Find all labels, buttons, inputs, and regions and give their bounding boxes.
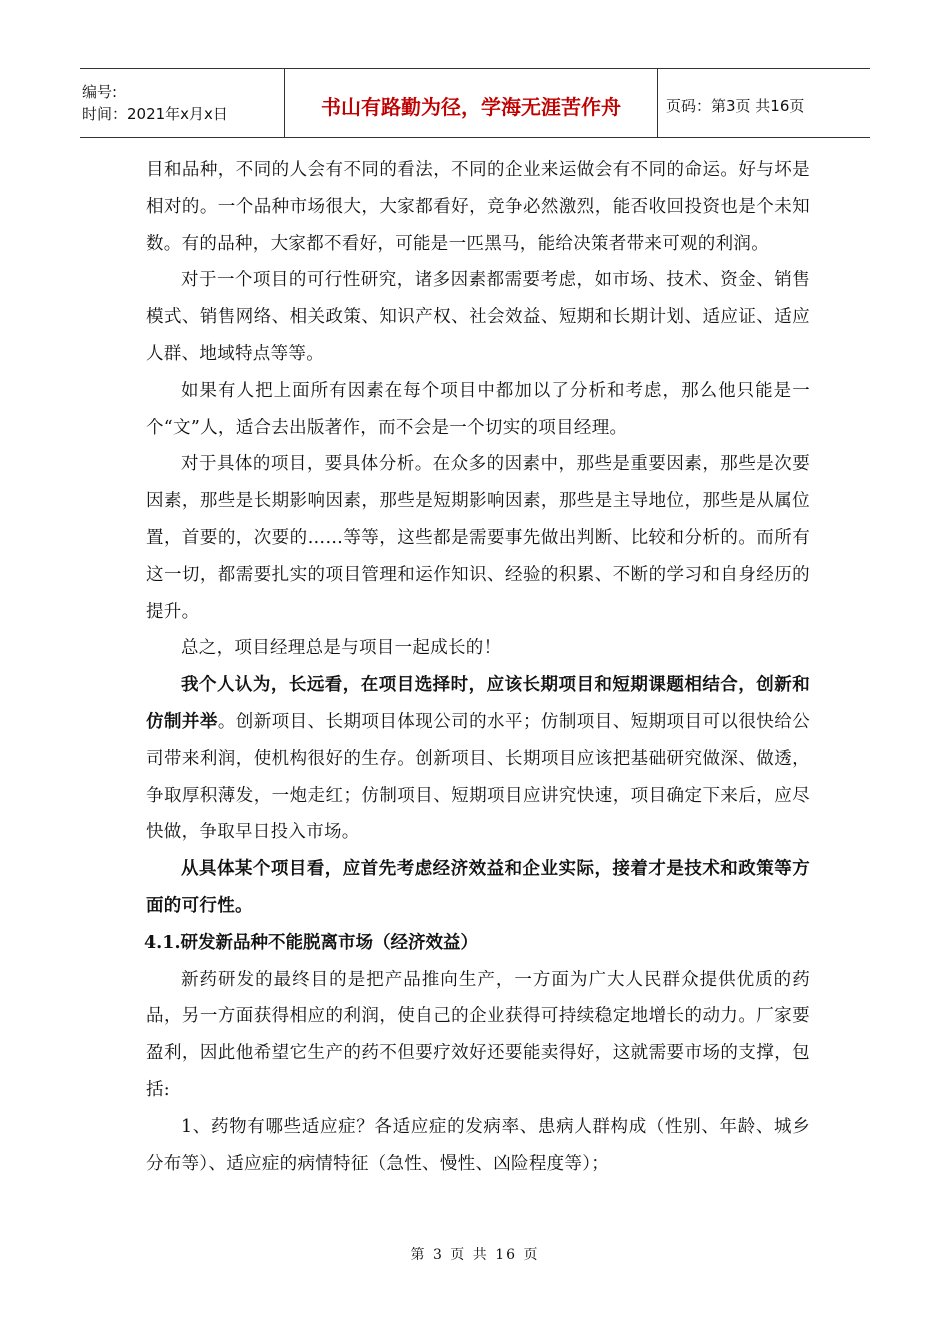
header-page-info (658, 69, 870, 137)
header-motto (285, 69, 658, 137)
bold-statement: 我个人认为，长远看，在项目选择时，应该长期项目和短期课题相结合，创新和仿制并举 (146, 675, 810, 732)
page-info-text: 页码：第3页 共16页 (666, 96, 805, 115)
paragraph: 对于具体的项目，要具体分析。在众多的因素中，那些是重要因素，那些是次要因素，那些是长期影响因素，那些是短期影响因素，那些是主导地位，那些是从属位置，首要的，次要的……等等，这些都是需要事先做出判断、比较和分析的。而所有这一切，都需要扎实的项目管理和运作知识、经验的积累、不断的学习和自身经历的提升。 (146, 454, 810, 622)
paragraph: 1、药物有哪些适应症？各适应症的发病率、患病人群构成（性别、年龄、城乡分布等）、适应症的病情特征（急性、慢性、凶险程度等）； (146, 1116, 810, 1174)
paragraph: 总之，项目经理总是与项目一起成长的！ (181, 638, 502, 659)
paragraph-bold: 从具体某个项目看，应首先考虑经济效益和企业实际，接着才是技术和政策等方面的可行性。 (146, 859, 810, 916)
document-body (146, 152, 810, 1182)
section-heading: 4.1.研发新品种不能脱离市场（经济效益） (144, 932, 479, 953)
paragraph: 如果有人把上面所有因素在每个项目中都加以了分析和考虑，那么他只能是一个“文”人，适合去出版著作，而不会是一个切实的项目经理。 (146, 380, 810, 438)
paragraph: 新药研发的最终目的是把产品推向生产，一方面为广大人民群众提供优质的药品，另一方面获得相应的利润，使自己的企业获得可持续稳定地增长的动力。厂家要盈利，因此他希望它生产的药不但要疗效好还要能卖得好，这就需要市场的支撑，包括: (146, 969, 810, 1100)
page-footer (0, 1244, 950, 1264)
paragraph-mixed (146, 667, 810, 851)
page-header (80, 68, 870, 138)
motto-text: 书山有路勤为径，学海无涯苦作舟 (321, 94, 621, 119)
normal-text: 。创新项目、长期项目体现公司的水平；仿制项目、短期项目可以很快给公司带来利润，使机构很好的生存。创新项目、长期项目应该把基础研究做深、做透，争取厚积薄发，一炮走红；仿制项目、短期项目应讲究快速，项目确定下来后，应尽快做，争取早日投入市场。 (146, 711, 811, 843)
document-number-label: 编号: (82, 83, 118, 101)
document-date: 时间：2021年x月x日 (82, 105, 228, 123)
paragraph: 对于一个项目的可行性研究，诸多因素都需要考虑，如市场、技术、资金、销售模式、销售网络、相关政策、知识产权、社会效益、短期和长期计划、适应证、适应人群、地域特点等等。 (146, 270, 810, 364)
footer-page-number: 第 3 页 共 16 页 (410, 1247, 540, 1263)
header-meta (80, 69, 285, 137)
paragraph: 目和品种，不同的人会有不同的看法，不同的企业来运做会有不同的命运。好与坏是相对的。一个品种市场很大，大家都看好，竞争必然激烈，能否收回投资也是个未知数。有的品种，大家都不看好，可能是一匹黑马，能给决策者带来可观的利润。 (146, 160, 810, 254)
